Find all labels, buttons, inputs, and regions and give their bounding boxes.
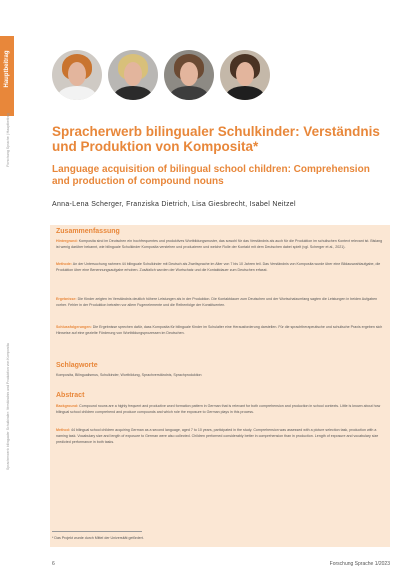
summary-results-text: Die Kinder zeigten im Verständnis deutlich höhere Leistungen als in der Produktion. Die Kontaktdauer zum Deutschen und der Wortschatzumfang sagten die Leistungen in beiden Aufgaben vorher. Fehler in der Produktion betrafen vor allem Fugenelemente und die Reihenfolge der Konstituenten. bbox=[56, 297, 378, 307]
summary-heading: Zusammenfassung bbox=[56, 228, 120, 235]
summary-conclusion bbox=[56, 325, 386, 337]
author-list: Anna-Lena Scherger, Franziska Dietrich, Lisa Giesbrecht, Isabel Neitzel bbox=[52, 201, 296, 208]
summary-method-text: An der Untersuchung nahmen 44 bilinguale Schulkinder mit Deutsch als Zweitsprache im Alter von 7 bis 10 Jahren teil. Das Verständnis von Komposita wurde über eine Bildauswahlaufgabe, die Produktion über eine Benennungsaufgabe erhoben. Zusätzlich wurden der Wortschatz und die Kontaktdauer zum Deutschen erfasst. bbox=[56, 262, 381, 272]
author-photo bbox=[220, 50, 270, 100]
section-tab-label: Hauptbeitrag bbox=[4, 50, 10, 88]
summary-conclusion-label: Schlussfolgerungen: bbox=[56, 325, 92, 329]
summary-method bbox=[56, 262, 386, 274]
abstract-background-label: Background: bbox=[56, 404, 79, 408]
sidebar-meta-top: Forschung Sprache | Hauptbeitrag bbox=[6, 113, 10, 167]
summary-results bbox=[56, 297, 386, 309]
journal-reference: Forschung Sprache 1/2023 bbox=[329, 561, 390, 567]
sidebar-meta-bottom: Spracherwerb bilingualer Schulkinder: Verständnis und Produktion von Komposita bbox=[6, 343, 10, 470]
summary-background-text: Komposita sind im Deutschen ein hochfrequentes und produktives Wortbildungsmuster, das sowohl für das Verständnis als auch für die Produktion im schulischen Kontext relevant ist. Bislang ist wenig darüber bekannt, wie bilinguale Schulkinder Komposita verstehen und produzieren und welche Rolle der Kontakt mit dem Deutschen dabei spielt (vgl. Scherger et al., 2021). bbox=[56, 239, 383, 249]
abstract-method bbox=[56, 428, 386, 446]
abstract-method-label: Method: bbox=[56, 428, 70, 432]
abstract-background-text: Compound nouns are a highly frequent and productive word formation pattern in German that is relevant for both comprehension and production in school contexts. Little is known about how bilingual school children comprehend and produce compounds and which role the exposure to German plays in this process. bbox=[56, 404, 381, 414]
abstract-heading: Abstract bbox=[56, 392, 85, 399]
summary-results-label: Ergebnisse: bbox=[56, 297, 77, 301]
summary-background bbox=[56, 239, 386, 251]
keywords-text: Komposita, Bilingualismus, Schulkinder, Wortbildung, Sprachverständnis, Sprachproduktion bbox=[56, 373, 202, 377]
summary-background-label: Hintergrund: bbox=[56, 239, 78, 243]
author-photo bbox=[52, 50, 102, 100]
abstract-results-text: Children performed considerably better in comprehension than in production. Length of exposure and vocabulary size predicted performance in both tasks. bbox=[56, 433, 379, 444]
page-number: 6 bbox=[52, 561, 55, 567]
article-title-de: Spracherwerb bilingualer Schulkinder: Verständnis und Produktion von Komposita* bbox=[52, 124, 380, 154]
abstract-method-text: 44 bilingual school children acquiring German as a second language, aged 7 to 10 years, participated in the study. Comprehension was assessed with a picture selection task, production with a naming task. Vocabulary size and length of exposure to German were also collected. bbox=[56, 428, 377, 438]
footnote: * Das Projekt wurde durch Mittel der Universität gefördert. bbox=[52, 536, 144, 540]
summary-method-label: Methode: bbox=[56, 262, 72, 266]
author-photo bbox=[164, 50, 214, 100]
author-photo bbox=[108, 50, 158, 100]
sidebar bbox=[0, 0, 14, 585]
abstract-background bbox=[56, 404, 386, 416]
footnote-divider bbox=[52, 531, 142, 532]
author-photos bbox=[52, 44, 352, 119]
summary-conclusion-text: Die Ergebnisse sprechen dafür, dass Komposita für bilinguale Kinder im Schulalter eine Herausforderung darstellen. Für die sprachtherapeutische und schulische Praxis ergeben sich Hinweise auf eine gezielte Förderung von Wortbildungsprozessen im Deutschen. bbox=[56, 325, 383, 335]
article-title-en: Language acquisition of bilingual school children: Comprehension and production of compound nouns bbox=[52, 164, 370, 187]
keywords-heading: Schlagworte bbox=[56, 362, 98, 369]
